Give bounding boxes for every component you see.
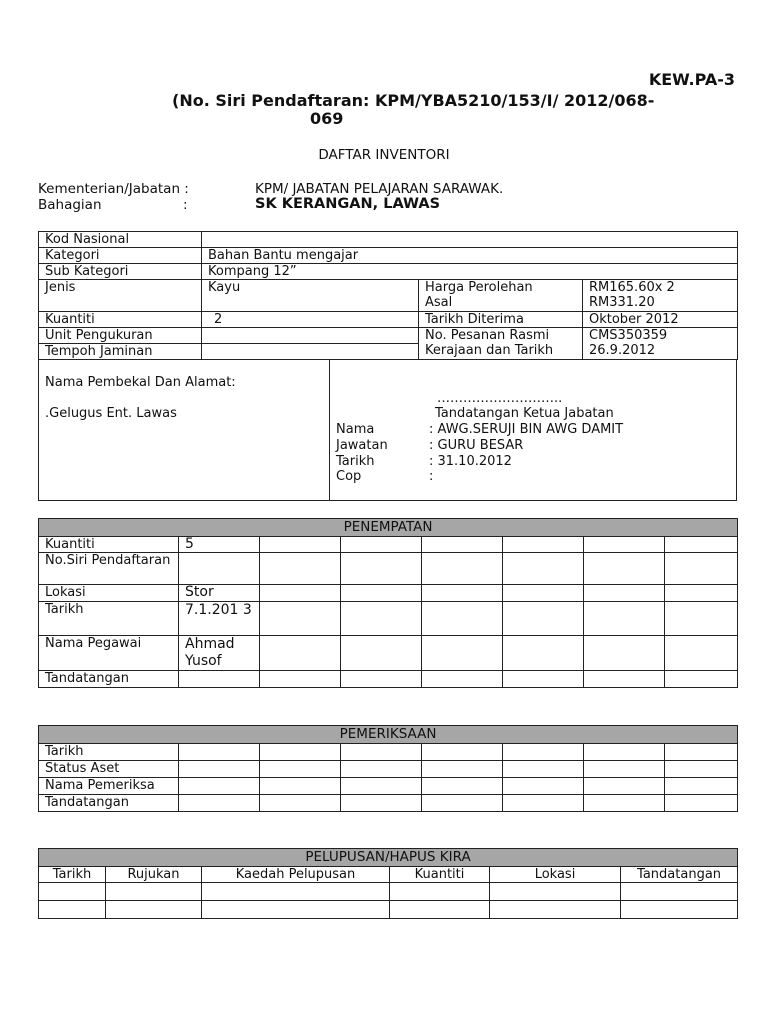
kod-nasional-value [202, 232, 738, 248]
harga-value: RM165.60x 2 RM331.20 [583, 280, 738, 312]
penempatan-row-label: Nama Pegawai [39, 636, 179, 671]
jawatan-value: : GURU BESAR [429, 438, 524, 453]
box-divider [329, 360, 330, 500]
registration-number-cont: 069 [310, 109, 344, 128]
cop-label: Cop [336, 469, 362, 484]
penempatan-row-label: Lokasi [39, 585, 179, 602]
registration-number: (No. Siri Pendaftaran: KPM/YBA5210/153/I/ 2012/068- [172, 91, 655, 110]
penempatan-row-value: Stor [179, 585, 260, 602]
division-value: SK KERANGAN, LAWAS [255, 196, 441, 212]
pelupusan-col-header: Tarikh [39, 867, 106, 883]
pelupusan-col-header: Kaedah Pelupusan [202, 867, 390, 883]
tarikh-diterima-value: Oktober 2012 [583, 312, 738, 328]
pelupusan-table [38, 848, 738, 919]
kuantiti-label: Kuantiti [39, 312, 202, 328]
asset-details-table [38, 231, 738, 360]
tarikh-label: Tarikh [336, 454, 375, 469]
kategori-label: Kategori [39, 248, 202, 264]
document-title: DAFTAR INVENTORI [318, 147, 450, 163]
pesanan-label: No. Pesanan Rasmi Kerajaan dan Tarikh [419, 328, 583, 360]
ministry-value: KPM/ JABATAN PELAJARAN SARAWAK. [255, 181, 504, 197]
pemeriksaan-table [38, 725, 738, 812]
pelupusan-title: PELUPUSAN/HAPUS KIRA [39, 849, 738, 867]
kod-nasional-label: Kod Nasional [39, 232, 202, 248]
unit-label: Unit Pengukuran [39, 328, 202, 344]
penempatan-row-value [179, 671, 260, 688]
penempatan-row-value [179, 553, 260, 585]
pemeriksaan-row-label: Status Aset [39, 761, 179, 778]
penempatan-row-label: No.Siri Pendaftaran [39, 553, 179, 585]
penempatan-table [38, 518, 738, 688]
ministry-label: Kementerian/Jabatan : [38, 181, 189, 197]
kuantiti-value: 2 [202, 312, 419, 328]
pemeriksaan-row-label: Tarikh [39, 744, 179, 761]
division-colon: : [183, 197, 188, 213]
pemeriksaan-title: PEMERIKSAAN [39, 726, 738, 744]
nama-label: Nama [336, 422, 375, 437]
jenis-label: Jenis [39, 280, 202, 312]
signature-caption: Tandatangan Ketua Jabatan [435, 406, 614, 421]
sub-kategori-label: Sub Kategori [39, 264, 202, 280]
penempatan-row-label: Tandatangan [39, 671, 179, 688]
pemeriksaan-row-label: Tandatangan [39, 795, 179, 812]
pemeriksaan-row-label: Nama Pemeriksa [39, 778, 179, 795]
tarikh-diterima-label: Tarikh Diterima [419, 312, 583, 328]
penempatan-row-value: 5 [179, 537, 260, 553]
supplier-label: Nama Pembekal Dan Alamat: [45, 375, 236, 390]
pelupusan-col-header: Rujukan [106, 867, 202, 883]
pelupusan-col-header: Kuantiti [390, 867, 490, 883]
kategori-value: Bahan Bantu mengajar [202, 248, 738, 264]
pelupusan-col-header: Tandatangan [621, 867, 738, 883]
supplier-signature-box [38, 360, 737, 501]
harga-label: Harga Perolehan Asal [419, 280, 583, 312]
penempatan-row-label: Tarikh [39, 602, 179, 636]
tarikh-value: : 31.10.2012 [429, 454, 512, 469]
division-label: Bahagian [38, 197, 102, 213]
signature-dots: ……………………….. [437, 391, 563, 406]
jaminan-label: Tempoh Jaminan [39, 344, 202, 360]
cop-value: : [429, 469, 434, 484]
penempatan-row-label: Kuantiti [39, 537, 179, 553]
jenis-value: Kayu [202, 280, 419, 312]
jawatan-label: Jawatan [336, 438, 388, 453]
nama-value: : AWG.SERUJI BIN AWG DAMIT [429, 422, 624, 437]
penempatan-row-value: Ahmad Yusof [179, 636, 260, 671]
pesanan-value: CMS350359 26.9.2012 [583, 328, 738, 360]
form-code: KEW.PA-3 [648, 70, 735, 89]
penempatan-row-value: 7.1.201 3 [179, 602, 260, 636]
supplier-value: .Gelugus Ent. Lawas [45, 406, 177, 421]
jaminan-value [202, 344, 419, 360]
penempatan-title: PENEMPATAN [39, 519, 738, 537]
pelupusan-col-header: Lokasi [490, 867, 621, 883]
unit-value [202, 328, 419, 344]
sub-kategori-value: Kompang 12” [202, 264, 738, 280]
